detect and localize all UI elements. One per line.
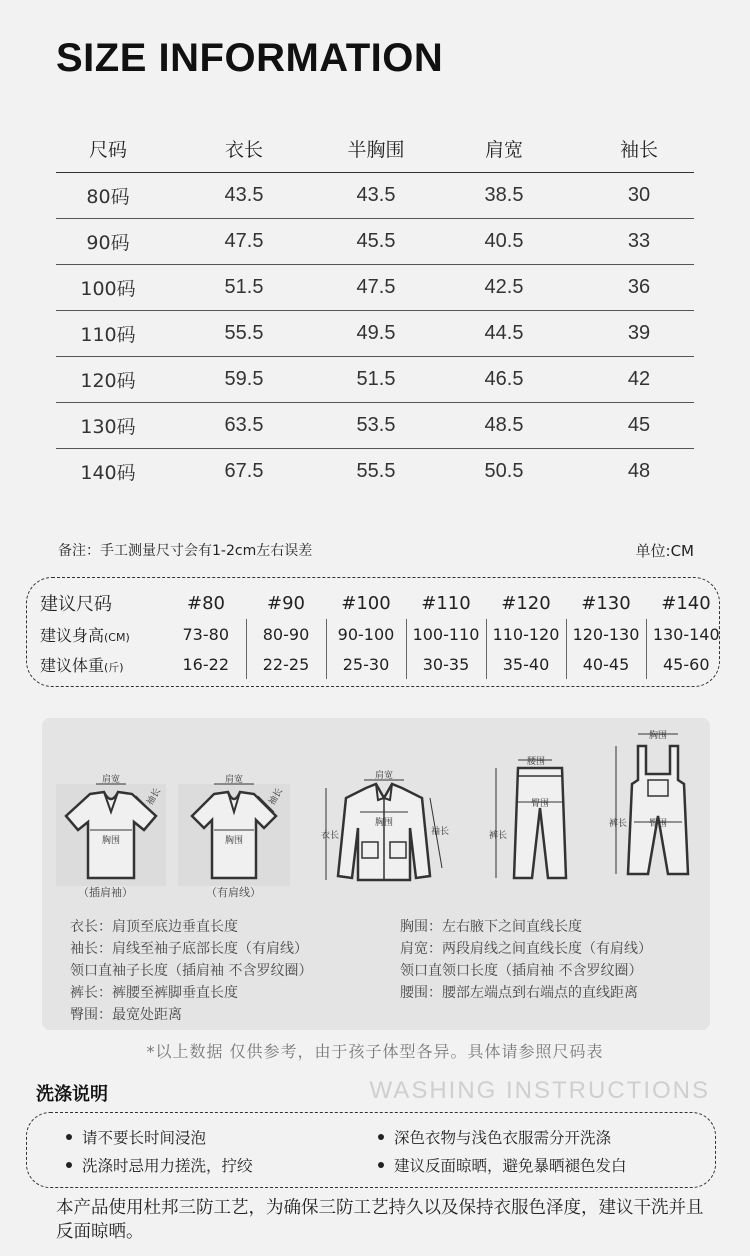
- washing-item-text: 深色衣物与浅色衣服需分开洗涤: [394, 1129, 612, 1147]
- measurement-cell: 39: [584, 310, 694, 356]
- table-header-row: [56, 126, 694, 172]
- raglan-caption: （插肩袖）: [78, 886, 133, 899]
- size-table: [56, 126, 694, 494]
- measurement-cell: 49.5: [328, 310, 424, 356]
- waist-label: 腰围: [526, 757, 546, 767]
- measure-note-left: 衣长：肩顶至底边垂直长度: [70, 919, 238, 935]
- shoulder-label: 肩宽: [224, 775, 244, 785]
- chest-label: 胸围: [374, 818, 394, 828]
- pants-length-label: 裤长: [608, 819, 628, 829]
- table-row: [56, 356, 694, 402]
- sleeve-label: 袖长: [145, 786, 164, 808]
- disclaimer-text: *以上数据 仅供参考，由于孩子体型各异。具体请参照尺码表: [146, 1042, 604, 1061]
- measure-note-right: 肩宽：两段肩线之间直线长度（有肩线）: [400, 941, 652, 957]
- washing-title: 洗涤说明: [36, 1084, 108, 1105]
- bullet-icon: [66, 1134, 72, 1140]
- recommend-size-cell: #100: [341, 592, 391, 614]
- measure-note-left: 臀围：最宽处距离: [70, 1007, 182, 1023]
- washing-item: [66, 1126, 206, 1148]
- measurement-cell: 63.5: [160, 402, 328, 448]
- recommend-height-cell: 90-100: [326, 619, 406, 649]
- recommend-weight-cell: 25-30: [326, 649, 406, 679]
- measure-note-right: 胸围：左右腋下之间直线长度: [400, 919, 582, 935]
- recommend-size-cell: #80: [187, 592, 225, 614]
- washing-box: [26, 1112, 716, 1188]
- washing-item: [66, 1154, 253, 1176]
- jacket-figure: [318, 768, 450, 886]
- measurement-cell: 47.5: [160, 218, 328, 264]
- column-header: 半胸围: [328, 126, 424, 172]
- washing-title-en: WASHING INSTRUCTIONS: [369, 1077, 710, 1104]
- recommend-weight-cell: 45-60: [663, 654, 710, 674]
- washing-item: [378, 1154, 627, 1176]
- recommend-weight-cell: 16-22: [166, 649, 246, 679]
- measurement-cell: 59.5: [160, 356, 328, 402]
- measure-note-left: 袖长：肩线至袖子底部长度（有肩线）: [70, 941, 308, 957]
- washing-item: [378, 1126, 611, 1148]
- measurement-cell: 51.5: [160, 264, 328, 310]
- size-cell: 120码: [56, 356, 160, 402]
- measurement-cell: 46.5: [424, 356, 584, 402]
- measurement-cell: 40.5: [424, 218, 584, 264]
- raglan-tshirt-figure: [56, 774, 166, 886]
- recommend-weight-cell: 35-40: [486, 649, 566, 679]
- recommend-size-row: [40, 587, 726, 619]
- recommend-weight-cell: 22-25: [246, 649, 326, 679]
- table-row: [56, 448, 694, 494]
- table-row: [56, 310, 694, 356]
- recommend-height-row: [40, 619, 726, 649]
- recommend-weight-cell: 30-35: [406, 649, 486, 679]
- recommendation-table: [40, 587, 726, 679]
- recommend-weight-cell: 40-45: [566, 649, 646, 679]
- measurement-cell: 38.5: [424, 172, 584, 218]
- measurement-cell: 42.5: [424, 264, 584, 310]
- column-header: 衣长: [160, 126, 328, 172]
- measurement-cell: 47.5: [328, 264, 424, 310]
- size-cell: 130码: [56, 402, 160, 448]
- recommend-size-cell: #90: [267, 592, 305, 614]
- table-row: [56, 264, 694, 310]
- measurement-cell: 43.5: [160, 172, 328, 218]
- recommend-size-cell: #130: [581, 592, 631, 614]
- washing-item-text: 建议反面晾晒，避免暴晒褪色发白: [394, 1157, 627, 1175]
- recommend-height-cell: 130-140: [652, 624, 720, 644]
- shoulder-label: 肩宽: [374, 771, 394, 781]
- recommend-height-cell: 110-120: [486, 619, 566, 649]
- recommend-height-label: [40, 619, 166, 649]
- height-label-text: 建议身高: [40, 625, 105, 645]
- chest-label: 胸围: [648, 731, 668, 741]
- column-header: 尺码: [56, 126, 160, 172]
- pants-length-label: 裤长: [488, 831, 508, 841]
- measurement-cell: 36: [584, 264, 694, 310]
- measurement-cell: 67.5: [160, 448, 328, 494]
- measure-note-right: 领口直领口长度（插肩袖 不含罗纹圈）: [400, 963, 643, 979]
- column-header: 袖长: [584, 126, 694, 172]
- setin-caption: （有肩线）: [206, 886, 261, 899]
- bullet-icon: [66, 1162, 72, 1168]
- washing-item-text: 请不要长时间浸泡: [82, 1129, 207, 1147]
- measurement-cell: 50.5: [424, 448, 584, 494]
- measurement-cell: 33: [584, 218, 694, 264]
- bullet-icon: [378, 1134, 384, 1140]
- size-cell: 100码: [56, 264, 160, 310]
- bullet-icon: [378, 1162, 384, 1168]
- care-footer-note: 本产品使用杜邦三防工艺，为确保三防工艺持久以及保持衣服色泽度，建议干洗并且反面晾晒。: [56, 1198, 704, 1242]
- recommend-size-cell: #120: [501, 592, 551, 614]
- recommend-weight-label: [40, 649, 166, 679]
- measurement-cell: 45.5: [328, 218, 424, 264]
- measurement-cell: 51.5: [328, 356, 424, 402]
- chest-label: 胸围: [224, 836, 244, 846]
- measurement-cell: 48.5: [424, 402, 584, 448]
- measurement-note: 备注：手工测量尺寸会有1-2cm左右误差: [58, 543, 313, 559]
- hip-label: 臀围: [530, 799, 550, 809]
- recommend-size-cell: #140: [661, 592, 711, 614]
- measure-note-left: 裤长：裤腰至裤脚垂直长度: [70, 985, 238, 1001]
- size-cell: 140码: [56, 448, 160, 494]
- measurement-cell: 55.5: [328, 448, 424, 494]
- recommend-height-cell: 73-80: [166, 619, 246, 649]
- unit-label: 单位:CM: [635, 542, 694, 560]
- recommend-size-label: 建议尺码: [40, 594, 112, 615]
- recommend-height-cell: 120-130: [566, 619, 646, 649]
- setin-tshirt-figure: [178, 774, 290, 886]
- weight-label-text: 建议体重: [40, 655, 105, 675]
- height-unit: (CM): [104, 630, 130, 644]
- size-cell: 90码: [56, 218, 160, 264]
- measurement-cell: 42: [584, 356, 694, 402]
- hip-label: 臀围: [648, 819, 668, 829]
- sleeve-label: 袖长: [430, 827, 450, 837]
- measurement-cell: 44.5: [424, 310, 584, 356]
- measure-note-left: 领口直袖子长度（插肩袖 不含罗纹圈）: [70, 963, 313, 979]
- recommend-size-cell: #110: [421, 592, 471, 614]
- column-header: 肩宽: [424, 126, 584, 172]
- measurement-cell: 55.5: [160, 310, 328, 356]
- table-row: [56, 218, 694, 264]
- overalls-figure: [598, 724, 704, 886]
- chest-label: 胸围: [101, 836, 121, 846]
- washing-item-text: 洗涤时忌用力搓洗，拧绞: [82, 1157, 253, 1175]
- measurement-cell: 53.5: [328, 402, 424, 448]
- size-cell: 110码: [56, 310, 160, 356]
- recommend-weight-row: [40, 649, 726, 679]
- table-row: [56, 402, 694, 448]
- measurement-cell: 48: [584, 448, 694, 494]
- pants-figure: [482, 752, 578, 886]
- table-row: [56, 172, 694, 218]
- size-cell: 80码: [56, 172, 160, 218]
- length-label: 衣长: [320, 831, 340, 841]
- weight-unit: (斤): [104, 660, 124, 674]
- page-title: SIZE INFORMATION: [56, 36, 444, 80]
- shoulder-label: 肩宽: [101, 775, 121, 785]
- recommend-height-cell: 80-90: [246, 619, 326, 649]
- measurement-cell: 43.5: [328, 172, 424, 218]
- measure-note-right: 腰围：腰部左端点到右端点的直线距离: [400, 985, 638, 1001]
- measurement-guide-panel: [42, 718, 710, 1030]
- measurement-cell: 30: [584, 172, 694, 218]
- sleeve-label: 袖长: [267, 786, 286, 808]
- recommend-height-cell: 100-110: [406, 619, 486, 649]
- measurement-cell: 45: [584, 402, 694, 448]
